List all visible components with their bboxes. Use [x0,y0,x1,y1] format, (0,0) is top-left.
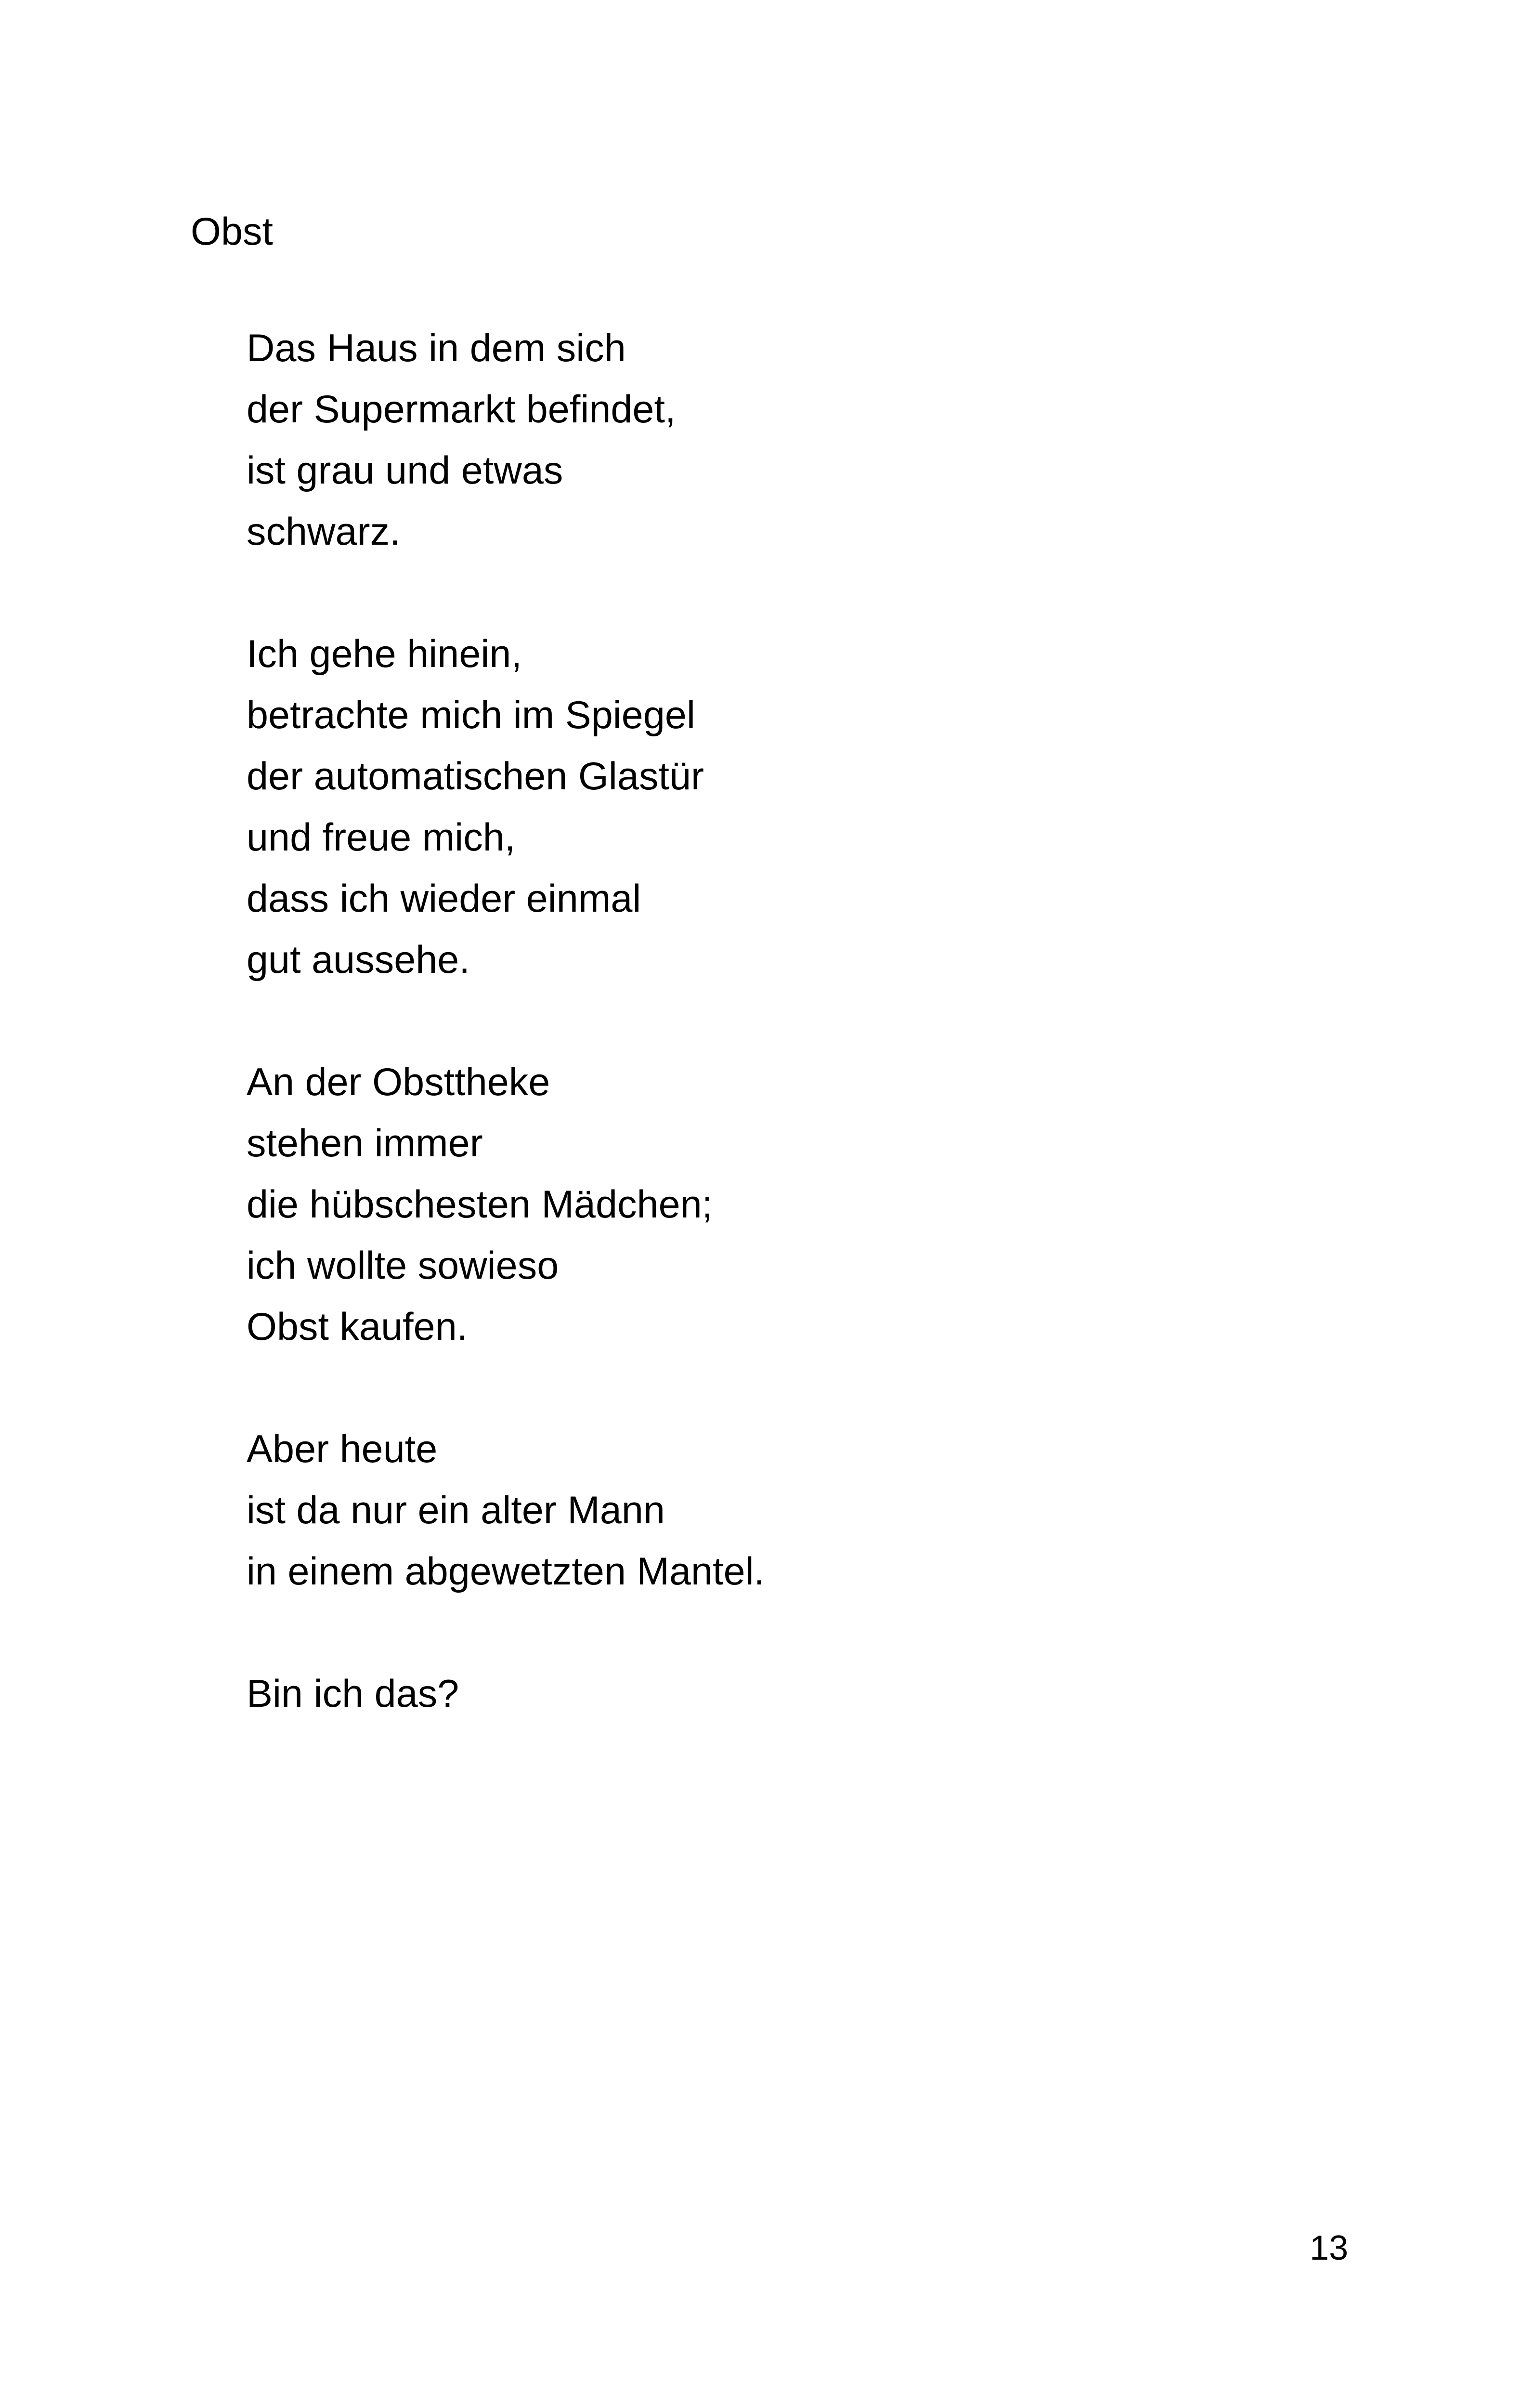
verse-line: betrachte mich im Spiegel [247,694,695,737]
verse-line: der Supermarkt befindet, [247,388,676,431]
verse-line: Bin ich das? [247,1672,459,1715]
stanza-1 [247,318,765,563]
stanza-2 [247,624,765,991]
verse-line: ist grau und etwas [247,449,563,492]
verse-line: und freue mich, [247,816,516,859]
verse-line: Obst kaufen. [247,1305,468,1348]
verse-line: in einem abgewetzten Mantel. [247,1550,765,1593]
verse-line: stehen immer [247,1122,483,1165]
poem-title: Obst [191,210,273,253]
stanza-5 [247,1663,765,1725]
verse-line: An der Obsttheke [247,1060,550,1104]
verse-line: dass ich wieder einmal [247,877,641,920]
verse-line: der automatischen Glastür [247,755,704,798]
verse-line: Aber heute [247,1427,438,1471]
page-number: 13 [1309,2229,1348,2267]
verse-line: ich wollte sowieso [247,1244,559,1287]
poem-body [247,318,765,1725]
verse-line: gut aussehe. [247,938,470,982]
stanza-3 [247,1052,765,1358]
verse-line: Ich gehe hinein, [247,632,522,676]
verse-line: ist da nur ein alter Mann [247,1489,665,1532]
verse-line: schwarz. [247,510,401,553]
verse-line: die hübschesten Mädchen; [247,1183,713,1226]
verse-line: Das Haus in dem sich [247,327,626,370]
stanza-4 [247,1419,765,1602]
